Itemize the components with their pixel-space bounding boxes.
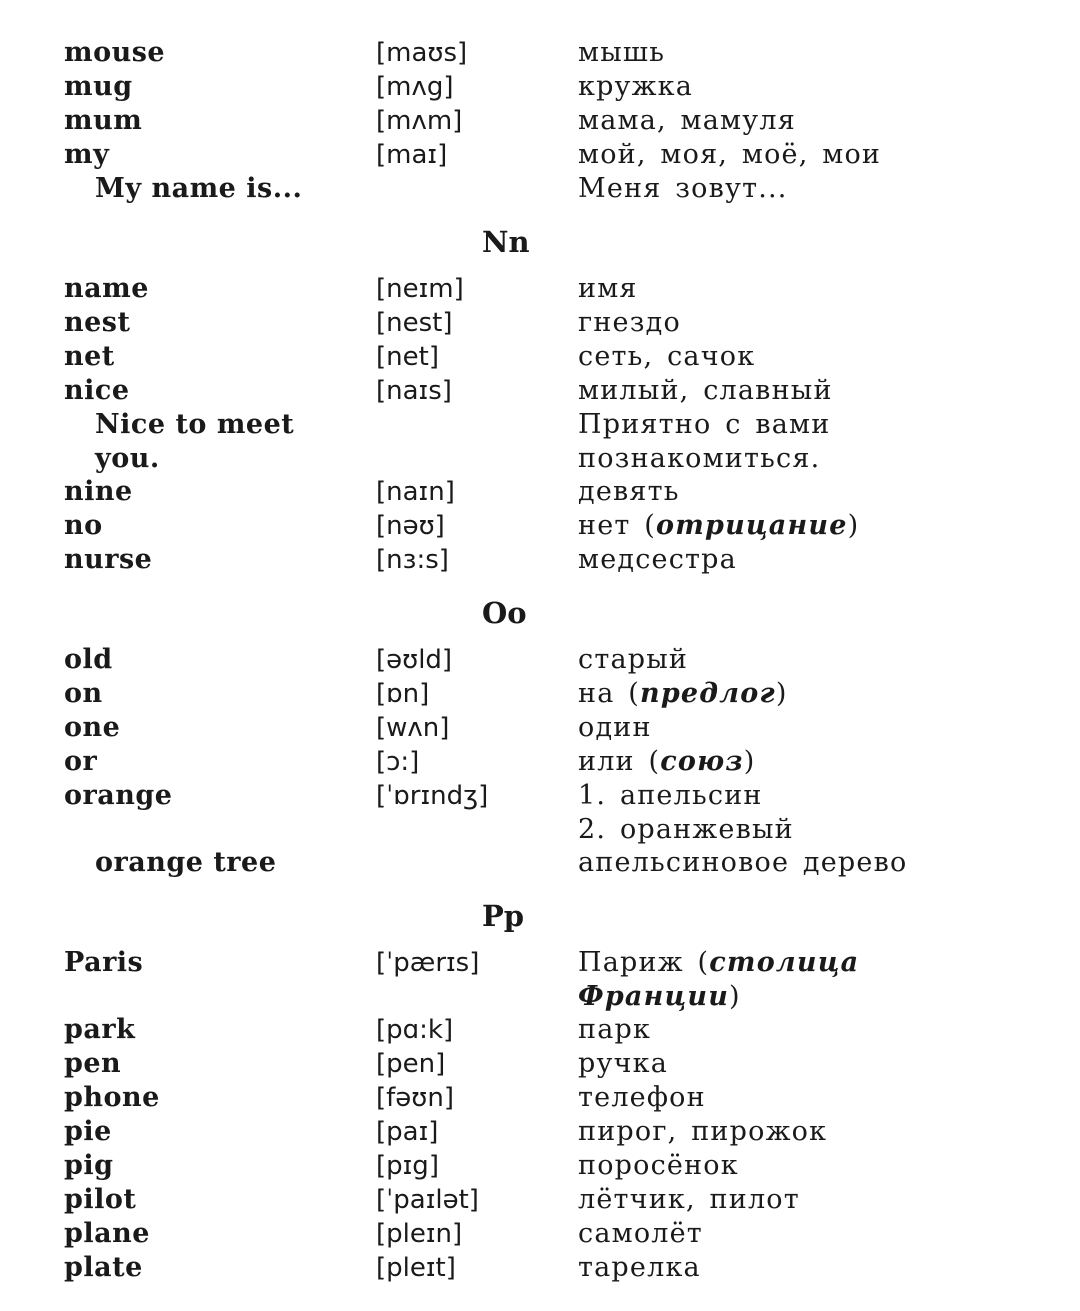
glossary [64,36,964,1285]
headword: mum [64,105,143,136]
transcription: [naɪs] [376,376,452,406]
transcription: [əʊld] [376,645,453,675]
translation [578,1013,651,1047]
translation [578,172,788,206]
glossary-entry [64,306,964,340]
transcription: [ˈpaɪlət] [376,1185,479,1215]
translation-text: кружка [578,71,694,102]
headword: mug [64,71,133,102]
translation-text: милый, славный [578,375,833,406]
glossary-entry [64,813,964,846]
glossary-entry [64,272,964,306]
translation [578,1047,668,1081]
transcription: [maʊs] [376,38,468,68]
glossary-entry [64,104,964,138]
glossary-entry [64,70,964,104]
transcription: [fəʊn] [376,1083,454,1113]
translation-text: Париж ( [578,947,710,978]
translation [578,745,756,779]
translation-text: ) [743,746,756,777]
translation-text: пирог, пирожок [578,1116,828,1147]
glossary-entry [64,475,964,509]
phrase: orange tree [95,847,277,878]
translation [578,1149,739,1183]
transcription: [ˈpærɪs] [376,948,480,978]
translation [578,36,665,70]
translation [578,408,830,442]
headword: pilot [64,1184,137,1215]
glossary-entry [64,1251,964,1285]
translation [578,643,688,677]
glossary-entry [64,779,964,813]
headword: plane [64,1218,150,1249]
glossary-entry [64,442,964,475]
translation-text: девять [578,476,680,507]
translation-text: старый [578,644,689,675]
transcription: [nest] [376,308,453,338]
translation-text: ) [729,981,741,1012]
glossary-entry [64,374,964,408]
glossary-entry [64,138,964,172]
headword: mouse [64,37,166,68]
translation-text: ручка [578,1048,668,1079]
translation-text: ) [847,510,860,541]
glossary-entry [64,711,964,745]
translation-text: Приятно с вами [578,409,831,440]
headword: plate [64,1252,143,1283]
headword: nurse [64,544,153,575]
headword: nice [64,375,130,406]
translation [578,138,881,172]
glossary-entry [64,543,964,577]
translation [578,677,788,711]
transcription: [neɪm] [376,274,464,304]
translation [578,1115,827,1149]
glossary-entry [64,408,964,442]
translation [578,374,833,408]
transcription: [mʌm] [376,106,463,136]
glossary-entry [64,946,964,980]
headword: no [64,510,103,541]
transcription: [naɪn] [376,477,455,507]
translation [578,1251,701,1285]
transcription: [maɪ] [376,140,448,170]
section-letter: Pp [482,899,525,933]
headword: on [64,678,103,709]
headword: my [64,139,110,170]
transcription: [mʌg] [376,72,454,102]
translation-text: телефон [578,1082,706,1113]
glossary-entry [64,340,964,374]
transcription: [pleɪt] [376,1253,456,1283]
usage-note: союз [660,746,744,777]
transcription: [pɑ:k] [376,1015,454,1045]
translation [578,1081,706,1115]
glossary-entry [64,509,964,543]
transcription: [nɜ:s] [376,545,449,575]
transcription: [paɪ] [376,1117,439,1147]
transcription: [pen] [376,1049,446,1079]
translation [578,543,737,577]
section-letter: Oo [482,596,527,630]
transcription: [ˈɒrɪndʒ] [376,781,489,811]
glossary-entry [64,677,964,711]
translation-text: имя [578,273,638,304]
headword: name [64,273,149,304]
headword: nest [64,307,131,338]
translation-text: 2. оранжевый [578,814,794,845]
translation [578,475,680,509]
headword: pen [64,1048,122,1079]
headword: phone [64,1082,160,1113]
translation [578,779,763,813]
translation [578,306,681,340]
glossary-entry [64,643,964,677]
headword: one [64,712,121,743]
headword: pig [64,1150,114,1181]
headword: pie [64,1116,112,1147]
translation-text: 1. апельсин [578,780,763,811]
translation [578,272,638,306]
translation-text: апельсиновое дерево [578,847,908,878]
headword: nine [64,476,133,507]
transcription: [nəʊ] [376,511,445,541]
translation [578,70,693,104]
translation-text: лётчик, пилот [578,1184,800,1215]
translation-text: сеть, сачок [578,341,756,372]
transcription: [net] [376,342,439,372]
translation-text: поросёнок [578,1150,739,1181]
translation [578,980,741,1014]
headword: net [64,341,115,372]
translation [578,946,859,980]
glossary-entry [64,1115,964,1149]
transcription: [pleɪn] [376,1219,463,1249]
translation [578,104,796,138]
headword: old [64,644,113,675]
translation [578,340,755,374]
translation-text: тарелка [578,1252,701,1283]
glossary-entry [64,1183,964,1217]
translation [578,711,652,745]
translation [578,846,907,880]
glossary-entry [64,1047,964,1081]
usage-note: Франции [578,981,730,1012]
transcription: [ɔ:] [376,747,420,777]
glossary-entry [64,846,964,880]
translation [578,509,859,543]
glossary-entry [64,1217,964,1251]
usage-note: отрицание [656,510,848,541]
headword: or [64,746,98,777]
glossary-entry [64,1081,964,1115]
section-letter: Nn [482,225,530,259]
translation-text: мой, моя, моё, мои [578,139,882,170]
translation-text: медсестра [578,544,737,575]
translation-text: парк [578,1014,652,1045]
translation [578,442,820,476]
translation [578,1217,703,1251]
transcription: [wʌn] [376,713,450,743]
glossary-entry [64,36,964,70]
translation-text: Меня зовут... [578,173,788,204]
translation [578,1183,800,1217]
phrase: My name is... [95,173,303,204]
usage-note: предлог [640,678,776,709]
headword: orange [64,780,173,811]
transcription: [ɒn] [376,679,430,709]
usage-note: столица [709,947,860,978]
transcription: [pɪg] [376,1151,439,1181]
translation-text: мышь [578,37,666,68]
glossary-entry [64,1149,964,1183]
translation-text: ) [775,678,788,709]
glossary-entry [64,172,964,206]
translation-text: нет ( [578,510,657,541]
translation-text: гнездо [578,307,681,338]
translation [578,813,794,847]
translation-text: или ( [578,746,661,777]
translation-text: самолёт [578,1218,703,1249]
glossary-entry [64,1013,964,1047]
phrase: you. [95,443,160,474]
phrase: Nice to meet [95,409,295,440]
translation-text: мама, мамуля [578,105,796,136]
translation-text: на ( [578,678,641,709]
glossary-entry [64,980,964,1013]
headword: park [64,1014,136,1045]
translation-text: познакомиться. [578,443,821,474]
translation-text: один [578,712,652,743]
glossary-entry [64,745,964,779]
headword: Paris [64,947,144,978]
